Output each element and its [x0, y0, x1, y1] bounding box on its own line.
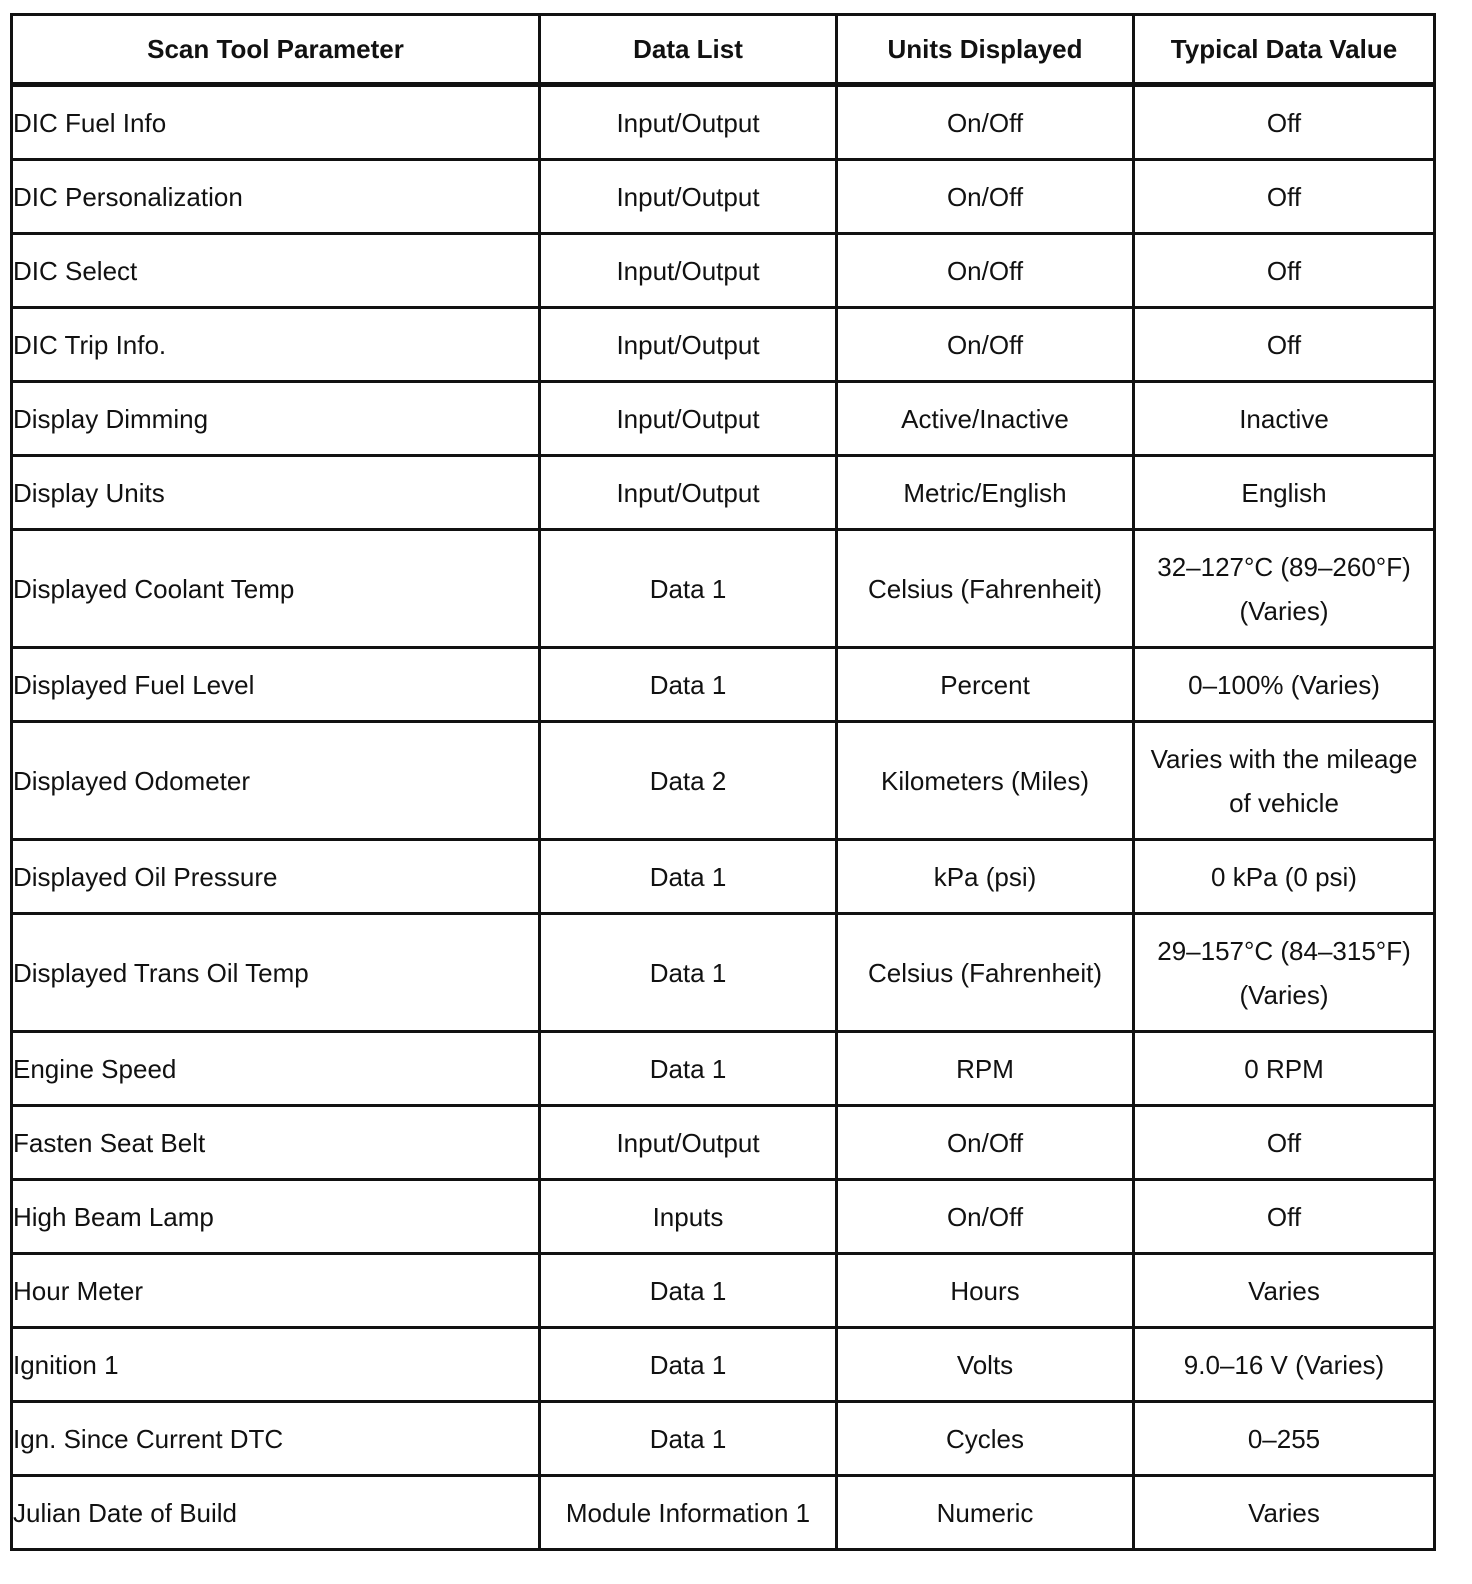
table-row	[12, 1402, 1435, 1476]
units-cell: On/Off	[837, 1180, 1134, 1254]
header-typical-data-value: Typical Data Value	[1134, 15, 1435, 85]
typical-value-cell	[1134, 914, 1435, 1032]
header-data-list: Data List	[540, 15, 837, 85]
units-cell: Celsius (Fahrenheit)	[837, 530, 1134, 648]
units-cell: On/Off	[837, 234, 1134, 308]
typical-value-line: Varies	[1248, 1275, 1320, 1306]
units-cell: Cycles	[837, 1402, 1134, 1476]
data-list-cell: Input/Output	[540, 160, 837, 234]
typical-value-cell	[1134, 530, 1435, 648]
typical-value-line: 0 kPa (0 psi)	[1211, 861, 1357, 892]
typical-value-cell	[1134, 648, 1435, 722]
typical-value-line: Off	[1266, 107, 1302, 138]
table-body	[12, 85, 1435, 1550]
typical-value-cell	[1134, 308, 1435, 382]
table-row	[12, 1032, 1435, 1106]
parameter-cell: Displayed Fuel Level	[12, 648, 540, 722]
typical-value-line: 0–100% (Varies)	[1188, 669, 1380, 700]
table-header-row	[12, 15, 1435, 85]
header-units-displayed: Units Displayed	[837, 15, 1134, 85]
table-row	[12, 382, 1435, 456]
typical-value-cell	[1134, 382, 1435, 456]
table-row	[12, 85, 1435, 160]
data-list-cell: Data 2	[540, 722, 837, 840]
parameter-cell: Engine Speed	[12, 1032, 540, 1106]
parameter-cell: Displayed Odometer	[12, 722, 540, 840]
data-list-cell: Input/Output	[540, 1106, 837, 1180]
units-cell: Kilometers (Miles)	[837, 722, 1134, 840]
typical-value-cell	[1134, 456, 1435, 530]
typical-value-cell	[1134, 1402, 1435, 1476]
data-list-cell: Input/Output	[540, 382, 837, 456]
data-list-cell: Data 1	[540, 1032, 837, 1106]
parameter-cell: Displayed Oil Pressure	[12, 840, 540, 914]
typical-value-line: Off	[1266, 1127, 1302, 1158]
units-cell: Celsius (Fahrenheit)	[837, 914, 1134, 1032]
typical-value-line: Off	[1266, 181, 1302, 212]
data-list-cell: Input/Output	[540, 456, 837, 530]
parameter-cell: Ign. Since Current DTC	[12, 1402, 540, 1476]
parameter-cell: Julian Date of Build	[12, 1476, 540, 1550]
parameter-cell: DIC Select	[12, 234, 540, 308]
typical-value-cell	[1134, 85, 1435, 160]
typical-value-cell	[1134, 1032, 1435, 1106]
typical-value-cell	[1134, 722, 1435, 840]
units-cell: On/Off	[837, 160, 1134, 234]
data-list-cell: Input/Output	[540, 85, 837, 160]
table-row	[12, 1106, 1435, 1180]
typical-value-cell	[1134, 1106, 1435, 1180]
units-cell: On/Off	[837, 1106, 1134, 1180]
table-row	[12, 160, 1435, 234]
parameter-cell: DIC Personalization	[12, 160, 540, 234]
typical-value-line: (Varies)	[1239, 979, 1329, 1010]
typical-value-cell	[1134, 1180, 1435, 1254]
data-list-cell: Data 1	[540, 840, 837, 914]
parameter-cell: Fasten Seat Belt	[12, 1106, 540, 1180]
table-row	[12, 530, 1435, 648]
header-scan-tool-parameter: Scan Tool Parameter	[12, 15, 540, 85]
scan-tool-data-table	[10, 13, 1436, 1551]
typical-value-cell	[1134, 1254, 1435, 1328]
parameter-cell: Display Dimming	[12, 382, 540, 456]
units-cell: Metric/English	[837, 456, 1134, 530]
data-list-cell: Input/Output	[540, 308, 837, 382]
data-list-cell: Data 1	[540, 1402, 837, 1476]
typical-value-line: English	[1241, 477, 1327, 508]
data-list-cell: Inputs	[540, 1180, 837, 1254]
typical-value-line: Varies	[1248, 1497, 1320, 1528]
typical-value-cell	[1134, 1328, 1435, 1402]
data-list-cell: Data 1	[540, 530, 837, 648]
parameter-cell: Ignition 1	[12, 1328, 540, 1402]
typical-value-line: Off	[1266, 255, 1302, 286]
data-list-cell: Data 1	[540, 914, 837, 1032]
units-cell: Volts	[837, 1328, 1134, 1402]
table-row	[12, 1328, 1435, 1402]
data-list-cell: Data 1	[540, 1254, 837, 1328]
units-cell: Active/Inactive	[837, 382, 1134, 456]
typical-value-line: Inactive	[1239, 403, 1329, 434]
typical-value-cell	[1134, 160, 1435, 234]
table-row	[12, 648, 1435, 722]
table-row	[12, 840, 1435, 914]
table-row	[12, 1254, 1435, 1328]
table-row	[12, 456, 1435, 530]
table-row	[12, 722, 1435, 840]
typical-value-cell	[1134, 234, 1435, 308]
typical-value-line: Varies with the mileage	[1150, 743, 1418, 774]
parameter-cell: High Beam Lamp	[12, 1180, 540, 1254]
parameter-cell: DIC Fuel Info	[12, 85, 540, 160]
data-list-cell: Input/Output	[540, 234, 837, 308]
units-cell: On/Off	[837, 85, 1134, 160]
parameter-cell: Displayed Trans Oil Temp	[12, 914, 540, 1032]
data-list-cell: Data 1	[540, 648, 837, 722]
data-list-cell: Module Information 1	[540, 1476, 837, 1550]
typical-value-cell	[1134, 1476, 1435, 1550]
typical-value-line: (Varies)	[1239, 595, 1329, 626]
table-row	[12, 234, 1435, 308]
parameter-cell: Displayed Coolant Temp	[12, 530, 540, 648]
units-cell: kPa (psi)	[837, 840, 1134, 914]
data-list-cell: Data 1	[540, 1328, 837, 1402]
typical-value-line: 0 RPM	[1244, 1053, 1324, 1084]
parameter-cell: Hour Meter	[12, 1254, 540, 1328]
typical-value-line: 0–255	[1247, 1423, 1321, 1454]
units-cell: On/Off	[837, 308, 1134, 382]
units-cell: Hours	[837, 1254, 1134, 1328]
units-cell: Percent	[837, 648, 1134, 722]
table-row	[12, 308, 1435, 382]
typical-value-cell	[1134, 840, 1435, 914]
table-row	[12, 1476, 1435, 1550]
parameter-cell: Display Units	[12, 456, 540, 530]
table-row	[12, 1180, 1435, 1254]
units-cell: RPM	[837, 1032, 1134, 1106]
parameter-cell: DIC Trip Info.	[12, 308, 540, 382]
typical-value-line: Off	[1266, 329, 1302, 360]
typical-value-line: 32–127°C (89–260°F)	[1157, 551, 1411, 582]
typical-value-line: Off	[1266, 1201, 1302, 1232]
units-cell: Numeric	[837, 1476, 1134, 1550]
typical-value-line: 29–157°C (84–315°F)	[1157, 935, 1411, 966]
typical-value-line: of vehicle	[1229, 787, 1339, 818]
table-row	[12, 914, 1435, 1032]
typical-value-line: 9.0–16 V (Varies)	[1183, 1349, 1385, 1380]
